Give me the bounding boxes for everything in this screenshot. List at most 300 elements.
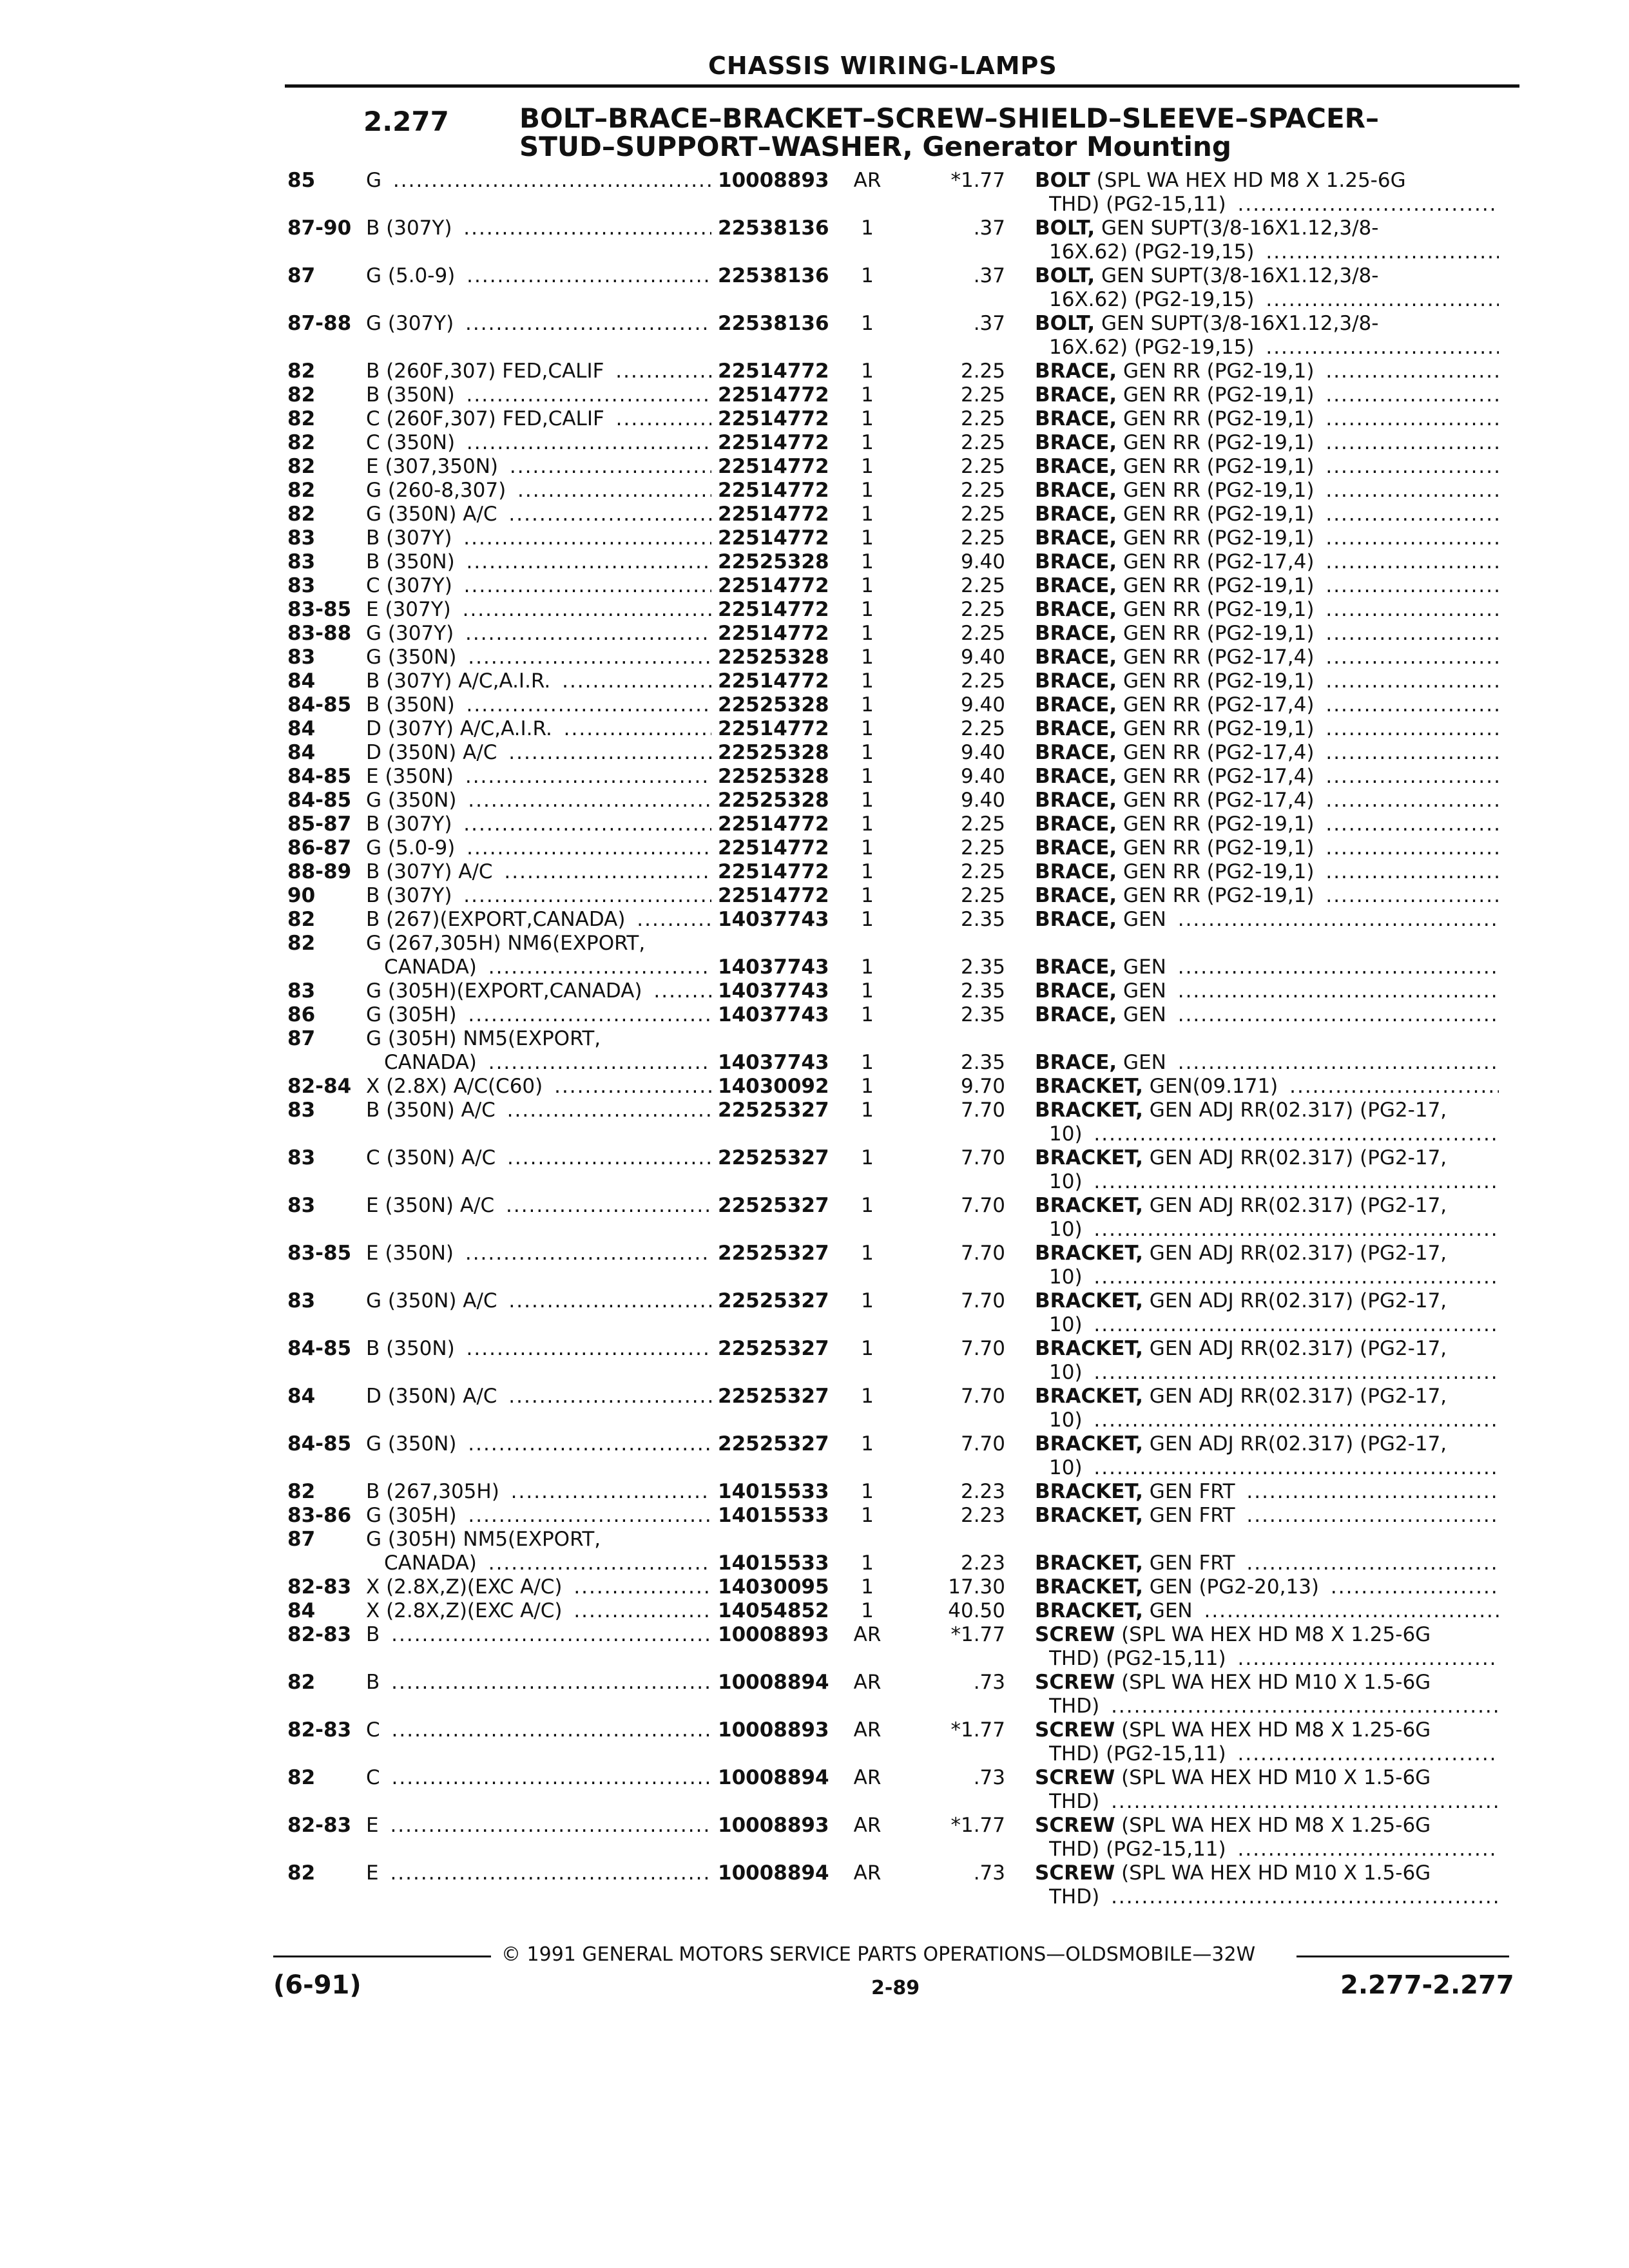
model-cell — [366, 1718, 711, 1742]
description-cell — [1035, 526, 1499, 550]
description-cell-continued — [1049, 1695, 1499, 1718]
part-number: 14030095 — [718, 1575, 829, 1599]
table-row — [0, 1480, 1629, 1504]
description-text — [1035, 1385, 1451, 1408]
description-cell — [1035, 455, 1499, 479]
model-text: E — [366, 1861, 383, 1885]
model-cell — [366, 503, 711, 526]
description-text — [1035, 503, 1318, 526]
description-keyword: SCREW — [1035, 1814, 1115, 1837]
description-text-continued: 10) — [1049, 1122, 1086, 1146]
part-number: 10008894 — [718, 1861, 829, 1885]
price: .37 — [973, 216, 1005, 240]
table-row — [0, 1194, 1629, 1241]
price: 7.70 — [960, 1099, 1005, 1122]
table-row — [0, 503, 1629, 526]
quantity: 1 — [861, 360, 874, 383]
description-cell — [1035, 1146, 1499, 1170]
description-detail: GEN RR (PG2-19,1) — [1117, 860, 1315, 883]
model-cell — [366, 1027, 711, 1051]
description-cell — [1035, 574, 1499, 598]
price: 2.23 — [960, 1552, 1005, 1575]
description-cell-continued — [1049, 1218, 1499, 1242]
description-keyword: BRACKET, — [1035, 1552, 1143, 1575]
description-text — [1035, 717, 1318, 740]
footer-section-range: 2.277-2.277 — [1340, 1970, 1514, 2000]
description-text-continued: THD) (PG2-15,11) — [1049, 1838, 1230, 1861]
part-number: 22525328 — [718, 646, 829, 669]
description-cell — [1035, 884, 1499, 908]
model-cell — [366, 574, 711, 598]
model-text-continued: CANADA) — [384, 956, 481, 979]
table-row — [0, 1766, 1629, 1813]
description-keyword: BRACE, — [1035, 669, 1117, 693]
description-detail: GEN RR (PG2-19,1) — [1117, 717, 1315, 740]
description-text-continued: 10) — [1049, 1265, 1086, 1289]
part-number: 22538136 — [718, 216, 829, 240]
description-keyword: BRACE, — [1035, 503, 1117, 526]
part-number: 22525327 — [718, 1242, 829, 1265]
description-keyword: BRACE, — [1035, 550, 1117, 573]
description-cell — [1035, 407, 1499, 431]
item-number: 83-86 — [287, 1504, 352, 1527]
description-detail: (SPL WA HEX HD M10 X 1.5-6G — [1115, 1766, 1431, 1789]
item-number: 82-83 — [287, 1814, 352, 1837]
header-divider — [285, 84, 1519, 88]
description-cell-continued — [1049, 1265, 1499, 1289]
table-row — [0, 455, 1629, 479]
quantity: 1 — [861, 717, 874, 740]
description-keyword: BRACKET, — [1035, 1599, 1143, 1622]
description-cell — [1035, 860, 1499, 884]
model-text: G (267,305H) NM6(EXPORT, — [366, 932, 649, 955]
description-keyword: BRACE, — [1035, 455, 1117, 478]
part-number: 22525327 — [718, 1337, 829, 1360]
quantity: 1 — [861, 1242, 874, 1265]
item-number: 84 — [287, 741, 316, 764]
part-number: 22525328 — [718, 765, 829, 788]
description-text — [1035, 574, 1318, 597]
description-detail: GEN SUPT(3/8-16X1.12,3/8- — [1095, 264, 1379, 287]
item-number: 84 — [287, 1599, 316, 1622]
quantity: AR — [853, 1718, 882, 1742]
description-cell — [1035, 1385, 1499, 1408]
model-text: G (350N) — [366, 789, 460, 812]
description-keyword: BRACE, — [1035, 574, 1117, 597]
description-text — [1035, 1599, 1197, 1622]
description-cell-continued — [1049, 1170, 1499, 1194]
part-number: 22525328 — [718, 550, 829, 573]
section-title-line-2-bold: STUD–SUPPORT–WASHER, — [519, 131, 913, 162]
model-cell — [366, 479, 711, 503]
price: .73 — [973, 1671, 1005, 1694]
part-number: 22514772 — [718, 884, 829, 907]
table-row — [0, 1504, 1629, 1528]
quantity: 1 — [861, 908, 874, 931]
part-number: 22525328 — [718, 789, 829, 812]
price: .37 — [973, 264, 1005, 287]
table-row — [0, 789, 1629, 812]
description-keyword: BRACKET, — [1035, 1194, 1143, 1217]
table-row — [0, 1671, 1629, 1718]
table-row — [0, 860, 1629, 884]
quantity: 1 — [861, 479, 874, 502]
model-cell — [366, 1432, 711, 1456]
description-detail: (SPL WA HEX HD M8 X 1.25-6G — [1115, 1718, 1431, 1742]
table-row — [0, 360, 1629, 383]
item-number: 86-87 — [287, 836, 352, 860]
description-keyword: BRACKET, — [1035, 1337, 1143, 1360]
quantity: 1 — [861, 1194, 874, 1217]
quantity: 1 — [861, 598, 874, 621]
description-text-continued: 16X.62) (PG2-19,15) — [1049, 240, 1258, 264]
quantity: 1 — [861, 646, 874, 669]
table-row — [0, 741, 1629, 765]
model-text: C — [366, 1766, 384, 1789]
model-text: G (305H)(EXPORT,CANADA) — [366, 979, 646, 1003]
quantity: 1 — [861, 622, 874, 645]
description-text — [1035, 169, 1410, 192]
description-keyword: BRACE, — [1035, 383, 1117, 407]
quantity: 1 — [861, 979, 874, 1003]
model-text: X (2.8X,Z)(EXC A/C) — [366, 1599, 566, 1622]
model-text: E (350N) — [366, 765, 458, 788]
description-text — [1035, 1146, 1451, 1169]
description-detail: GEN RR (PG2-19,1) — [1117, 503, 1315, 526]
description-text — [1035, 1003, 1170, 1026]
table-row — [0, 1242, 1629, 1289]
price: 7.70 — [960, 1146, 1005, 1169]
part-number: 14015533 — [718, 1480, 829, 1503]
item-number: 83 — [287, 526, 316, 550]
quantity: 1 — [861, 431, 874, 454]
section-title-line-1: BOLT–BRACE–BRACKET–SCREW–SHIELD–SLEEVE–SPACER– — [519, 102, 1380, 134]
model-text: B (260F,307) FED,CALIF — [366, 360, 608, 383]
description-cell-continued — [1049, 240, 1499, 264]
price: 40.50 — [948, 1599, 1005, 1622]
description-text — [1035, 598, 1318, 621]
footer-date-code: (6-91) — [273, 1970, 361, 2000]
price: 9.40 — [960, 765, 1005, 788]
page-header-title: CHASSIS WIRING-LAMPS — [708, 52, 1057, 80]
description-detail: (SPL WA HEX HD M8 X 1.25-6G — [1090, 169, 1406, 192]
item-number: 83 — [287, 1099, 316, 1122]
table-row — [0, 598, 1629, 622]
section-title-line-2-rest: Generator Mounting — [912, 131, 1231, 162]
item-number: 82-83 — [287, 1718, 352, 1742]
description-detail: GEN ADJ RR(02.317) (PG2-17, — [1142, 1432, 1447, 1456]
description-text — [1035, 1480, 1239, 1503]
description-detail: GEN ADJ RR(02.317) (PG2-17, — [1142, 1337, 1447, 1360]
item-number: 83 — [287, 979, 316, 1003]
model-cell — [366, 1814, 711, 1838]
item-number: 82 — [287, 503, 316, 526]
model-text: G (350N) A/C — [366, 503, 501, 526]
model-cell — [366, 860, 711, 884]
description-detail: GEN RR (PG2-19,1) — [1117, 884, 1315, 907]
price: 2.25 — [960, 836, 1005, 860]
description-keyword: BRACKET, — [1035, 1099, 1143, 1122]
description-cell — [1035, 812, 1499, 836]
model-text: B (267,305H) — [366, 1480, 503, 1503]
item-number: 83-85 — [287, 598, 352, 621]
description-detail: (SPL WA HEX HD M8 X 1.25-6G — [1115, 1623, 1431, 1646]
description-detail: GEN RR (PG2-17,4) — [1117, 646, 1315, 669]
description-cell — [1035, 1194, 1499, 1218]
model-cell — [366, 1194, 711, 1218]
table-row — [0, 932, 1629, 979]
description-text — [1035, 836, 1318, 860]
description-cell — [1035, 1480, 1499, 1504]
description-cell-continued — [1049, 1361, 1499, 1385]
item-number: 87 — [287, 1027, 316, 1050]
description-cell-continued — [1049, 1742, 1499, 1766]
model-cell — [366, 717, 711, 741]
description-keyword: BOLT — [1035, 169, 1090, 192]
item-number: 82 — [287, 908, 316, 931]
description-cell — [1035, 741, 1499, 765]
description-cell — [1035, 908, 1499, 932]
price: .73 — [973, 1766, 1005, 1789]
description-keyword: SCREW — [1035, 1623, 1115, 1646]
model-cell — [366, 765, 711, 789]
model-cell — [366, 932, 711, 956]
description-cell-continued — [1049, 288, 1499, 312]
table-row — [0, 1599, 1629, 1623]
model-cell — [366, 455, 711, 479]
quantity: 1 — [861, 1146, 874, 1169]
quantity: 1 — [861, 1075, 874, 1098]
part-number: 22525328 — [718, 693, 829, 716]
part-number: 22514772 — [718, 526, 829, 550]
price: *1.77 — [950, 1718, 1005, 1742]
part-number: 22514772 — [718, 622, 829, 645]
quantity: 1 — [861, 693, 874, 716]
description-cell — [1035, 598, 1499, 622]
description-cell — [1035, 1337, 1499, 1361]
item-number: 83 — [287, 646, 316, 669]
quantity: 1 — [861, 574, 874, 597]
description-detail: GEN RR (PG2-19,1) — [1117, 383, 1315, 407]
part-number: 22514772 — [718, 860, 829, 883]
model-text: E — [366, 1814, 383, 1837]
part-number: 10008893 — [718, 1718, 829, 1742]
description-text-continued: THD) (PG2-15,11) — [1049, 193, 1230, 216]
part-number: 22538136 — [718, 312, 829, 335]
price: 2.25 — [960, 622, 1005, 645]
table-row — [0, 1575, 1629, 1599]
part-number: 22525327 — [718, 1385, 829, 1408]
copyright-notice: © 1991 GENERAL MOTORS SERVICE PARTS OPERATIONS—OLDSMOBILE—32W — [501, 1943, 1256, 1966]
quantity: 1 — [861, 264, 874, 287]
description-cell — [1035, 789, 1499, 812]
model-text: D (307Y) A/C,A.I.R. — [366, 717, 556, 740]
price: 2.23 — [960, 1504, 1005, 1527]
description-keyword: SCREW — [1035, 1718, 1115, 1742]
quantity: 1 — [861, 812, 874, 836]
quantity: 1 — [861, 1575, 874, 1599]
description-cell — [1035, 264, 1499, 288]
model-cell — [366, 264, 711, 288]
description-keyword: BRACE, — [1035, 622, 1117, 645]
description-cell — [1035, 1575, 1499, 1599]
table-row — [0, 1528, 1629, 1575]
model-cell — [366, 646, 711, 669]
description-detail: GEN RR (PG2-17,4) — [1117, 693, 1315, 716]
part-number: 10008894 — [718, 1671, 829, 1694]
description-keyword: BRACE, — [1035, 407, 1117, 430]
model-cell — [366, 216, 711, 240]
model-text: G (307Y) — [366, 622, 458, 645]
model-cell — [366, 836, 711, 860]
item-number: 83 — [287, 550, 316, 573]
description-text — [1035, 1623, 1434, 1646]
model-cell — [366, 360, 711, 383]
part-number: 22525327 — [718, 1194, 829, 1217]
description-detail: GEN RR (PG2-19,1) — [1117, 431, 1315, 454]
description-detail: (SPL WA HEX HD M10 X 1.5-6G — [1115, 1861, 1431, 1885]
price: 7.70 — [960, 1289, 1005, 1312]
description-keyword: BRACKET, — [1035, 1432, 1143, 1456]
table-row — [0, 1099, 1629, 1146]
model-cell — [366, 1337, 711, 1361]
item-number: 88-89 — [287, 860, 352, 883]
footer-divider-left — [273, 1956, 491, 1957]
description-text — [1035, 216, 1382, 240]
part-number: 22525327 — [718, 1099, 829, 1122]
price: 2.25 — [960, 407, 1005, 430]
item-number: 82 — [287, 455, 316, 478]
quantity: 1 — [861, 836, 874, 860]
part-number: 22525327 — [718, 1289, 829, 1312]
item-number: 82 — [287, 1861, 316, 1885]
description-keyword: BRACE, — [1035, 812, 1117, 836]
model-cell — [366, 1099, 711, 1122]
price: 2.23 — [960, 1480, 1005, 1503]
description-detail: GEN (PG2-20,13) — [1142, 1575, 1320, 1599]
model-text: B (307Y) A/C — [366, 860, 497, 883]
price: 2.25 — [960, 431, 1005, 454]
model-cell — [366, 407, 711, 431]
price: 2.25 — [960, 383, 1005, 407]
description-cell — [1035, 1003, 1499, 1027]
quantity: 1 — [861, 789, 874, 812]
description-text — [1035, 407, 1318, 430]
model-text: B (307Y) — [366, 526, 456, 550]
description-keyword: BRACKET, — [1035, 1146, 1143, 1169]
model-cell — [366, 1289, 711, 1313]
quantity: 1 — [861, 503, 874, 526]
part-number: 22514772 — [718, 574, 829, 597]
description-keyword: BRACE, — [1035, 789, 1117, 812]
description-keyword: BOLT, — [1035, 216, 1095, 240]
description-cell — [1035, 956, 1499, 979]
description-text-continued: THD) (PG2-15,11) — [1049, 1742, 1230, 1765]
description-text — [1035, 741, 1318, 764]
price: *1.77 — [950, 1814, 1005, 1837]
description-keyword: BRACE, — [1035, 1003, 1117, 1026]
description-detail: GEN FRT — [1142, 1480, 1235, 1503]
description-text — [1035, 956, 1170, 979]
description-cell — [1035, 1504, 1499, 1528]
model-text: C (260F,307) FED,CALIF — [366, 407, 608, 430]
description-text — [1035, 1432, 1451, 1456]
description-keyword: BRACE, — [1035, 741, 1117, 764]
price: 7.70 — [960, 1337, 1005, 1360]
part-number: 22514772 — [718, 598, 829, 621]
table-row — [0, 908, 1629, 932]
table-row — [0, 979, 1629, 1003]
item-number: 82 — [287, 1480, 316, 1503]
description-text — [1035, 1194, 1451, 1217]
description-detail: GEN RR (PG2-19,1) — [1117, 455, 1315, 478]
table-row — [0, 1432, 1629, 1479]
part-number: 10008894 — [718, 1766, 829, 1789]
model-cell — [366, 622, 711, 646]
description-text — [1035, 622, 1318, 645]
model-text: D (350N) A/C — [366, 1385, 501, 1408]
table-row — [0, 836, 1629, 860]
quantity: 1 — [861, 1599, 874, 1622]
quantity: 1 — [861, 550, 874, 573]
quantity: 1 — [861, 407, 874, 430]
description-text — [1035, 1671, 1434, 1694]
description-cell — [1035, 669, 1499, 693]
table-row — [0, 526, 1629, 550]
description-cell — [1035, 1861, 1499, 1885]
part-number: 22514772 — [718, 407, 829, 430]
price: 2.25 — [960, 884, 1005, 907]
description-cell — [1035, 646, 1499, 669]
quantity: 1 — [861, 741, 874, 764]
part-number: 22514772 — [718, 836, 829, 860]
model-cell — [366, 789, 711, 812]
part-number: 22525328 — [718, 741, 829, 764]
description-detail: GEN(09.171) — [1142, 1075, 1278, 1098]
model-cell — [366, 1242, 711, 1265]
quantity: AR — [853, 1766, 882, 1789]
model-text: G (260-8,307) — [366, 479, 510, 502]
part-number: 10008893 — [718, 1814, 829, 1837]
table-row — [0, 383, 1629, 407]
description-text — [1035, 1504, 1239, 1527]
item-number: 82 — [287, 1671, 316, 1694]
description-detail: GEN RR (PG2-19,1) — [1117, 622, 1315, 645]
description-cell-continued — [1049, 336, 1499, 360]
description-keyword: BOLT, — [1035, 312, 1095, 335]
description-text — [1035, 1337, 1451, 1360]
table-row — [0, 1075, 1629, 1099]
item-number: 82-83 — [287, 1575, 352, 1599]
quantity: AR — [853, 1671, 882, 1694]
model-text: E (350N) A/C — [366, 1194, 498, 1217]
table-row — [0, 1814, 1629, 1861]
table-row — [0, 669, 1629, 693]
model-text: B — [366, 1671, 383, 1694]
quantity: 1 — [861, 1385, 874, 1408]
description-detail: GEN ADJ RR(02.317) (PG2-17, — [1142, 1289, 1447, 1312]
model-cell — [366, 1528, 711, 1552]
price: 9.70 — [960, 1075, 1005, 1098]
part-number: 14030092 — [718, 1075, 829, 1098]
quantity: 1 — [861, 1051, 874, 1074]
model-text: G (5.0-9) — [366, 836, 459, 860]
item-number: 84 — [287, 669, 316, 693]
model-cell — [366, 431, 711, 455]
part-number: 22514772 — [718, 479, 829, 502]
price: .37 — [973, 312, 1005, 335]
description-keyword: BRACE, — [1035, 431, 1117, 454]
